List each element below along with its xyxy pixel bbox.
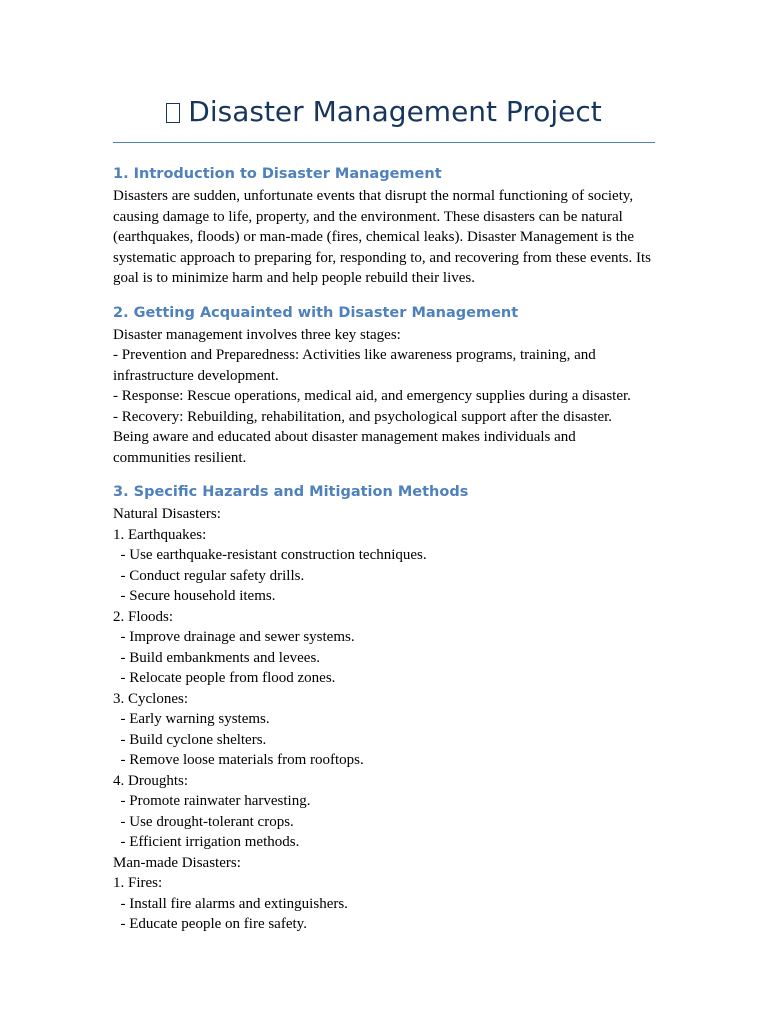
page-title	[113, 92, 655, 132]
section-heading: 2. Getting Acquainted with Disaster Management	[113, 304, 519, 321]
title-block	[113, 0, 655, 143]
section-heading: 3. Specific Hazards and Mitigation Methods	[113, 484, 469, 500]
list-item: - Secure household items.	[113, 588, 276, 604]
list-item: 1. Earthquakes:	[113, 526, 207, 543]
section-lines	[113, 504, 655, 935]
list-item: - Build cyclone shelters.	[113, 731, 267, 748]
list-item: - Promote rainwater harvesting.	[113, 793, 311, 809]
section-paragraph: Disasters are sudden, unfortunate events that disrupt the normal functioning of society, causing damage to life, property, and the environment. These disasters can be natural (earthquakes, floods) or man-made (fires, chemical leaks). Disaster Management is the systematic approach to preparing for, responding to, and recovering from these events. Its goal is to minimize harm and help people rebuild their lives.	[113, 188, 651, 286]
section-heading: 1. Introduction to Disaster Management	[113, 166, 442, 182]
list-item: - Build embankments and levees.	[113, 649, 321, 666]
text-line: Being aware and educated about disaster management makes individuals and communities resilient.	[113, 429, 576, 466]
list-item: - Install fire alarms and extinguishers.	[113, 895, 348, 912]
text-line: - Response: Rescue operations, medical aid, and emergency supplies during a disaster.	[113, 388, 631, 404]
list-item: - Improve drainage and sewer systems.	[113, 629, 355, 645]
section-lines	[113, 325, 655, 469]
list-item: - Use drought-tolerant crops.	[113, 813, 294, 830]
list-item: - Efficient irrigation methods.	[113, 834, 300, 850]
section-hazards-mitigation	[113, 468, 655, 935]
list-item: 3. Cyclones:	[113, 690, 188, 707]
page-title-text: Disaster Management Project	[188, 95, 602, 128]
section-introduction	[113, 143, 655, 289]
text-line: Man-made Disasters:	[113, 854, 241, 871]
list-item: - Educate people on fire safety.	[113, 916, 307, 932]
text-line: - Recovery: Rebuilding, rehabilitation, and psychological support after the disaster.	[113, 408, 613, 425]
list-item: 1. Fires:	[113, 875, 163, 891]
list-item: 2. Floods:	[113, 608, 174, 625]
text-line: Natural Disasters:	[113, 506, 221, 522]
list-item: - Conduct regular safety drills.	[113, 567, 305, 584]
text-line: Disaster management involves three key stages:	[113, 326, 401, 343]
text-line: - Prevention and Preparedness: Activities like awareness programs, training, and infrastructure development.	[113, 347, 596, 384]
list-item: - Remove loose materials from rooftops.	[113, 752, 364, 768]
section-getting-acquainted	[113, 289, 655, 469]
list-item: 4. Droughts:	[113, 772, 188, 789]
list-item: - Use earthquake-resistant construction techniques.	[113, 547, 427, 563]
missing-glyph-icon	[166, 103, 180, 123]
list-item: - Relocate people from flood zones.	[113, 670, 336, 686]
list-item: - Early warning systems.	[113, 711, 270, 727]
